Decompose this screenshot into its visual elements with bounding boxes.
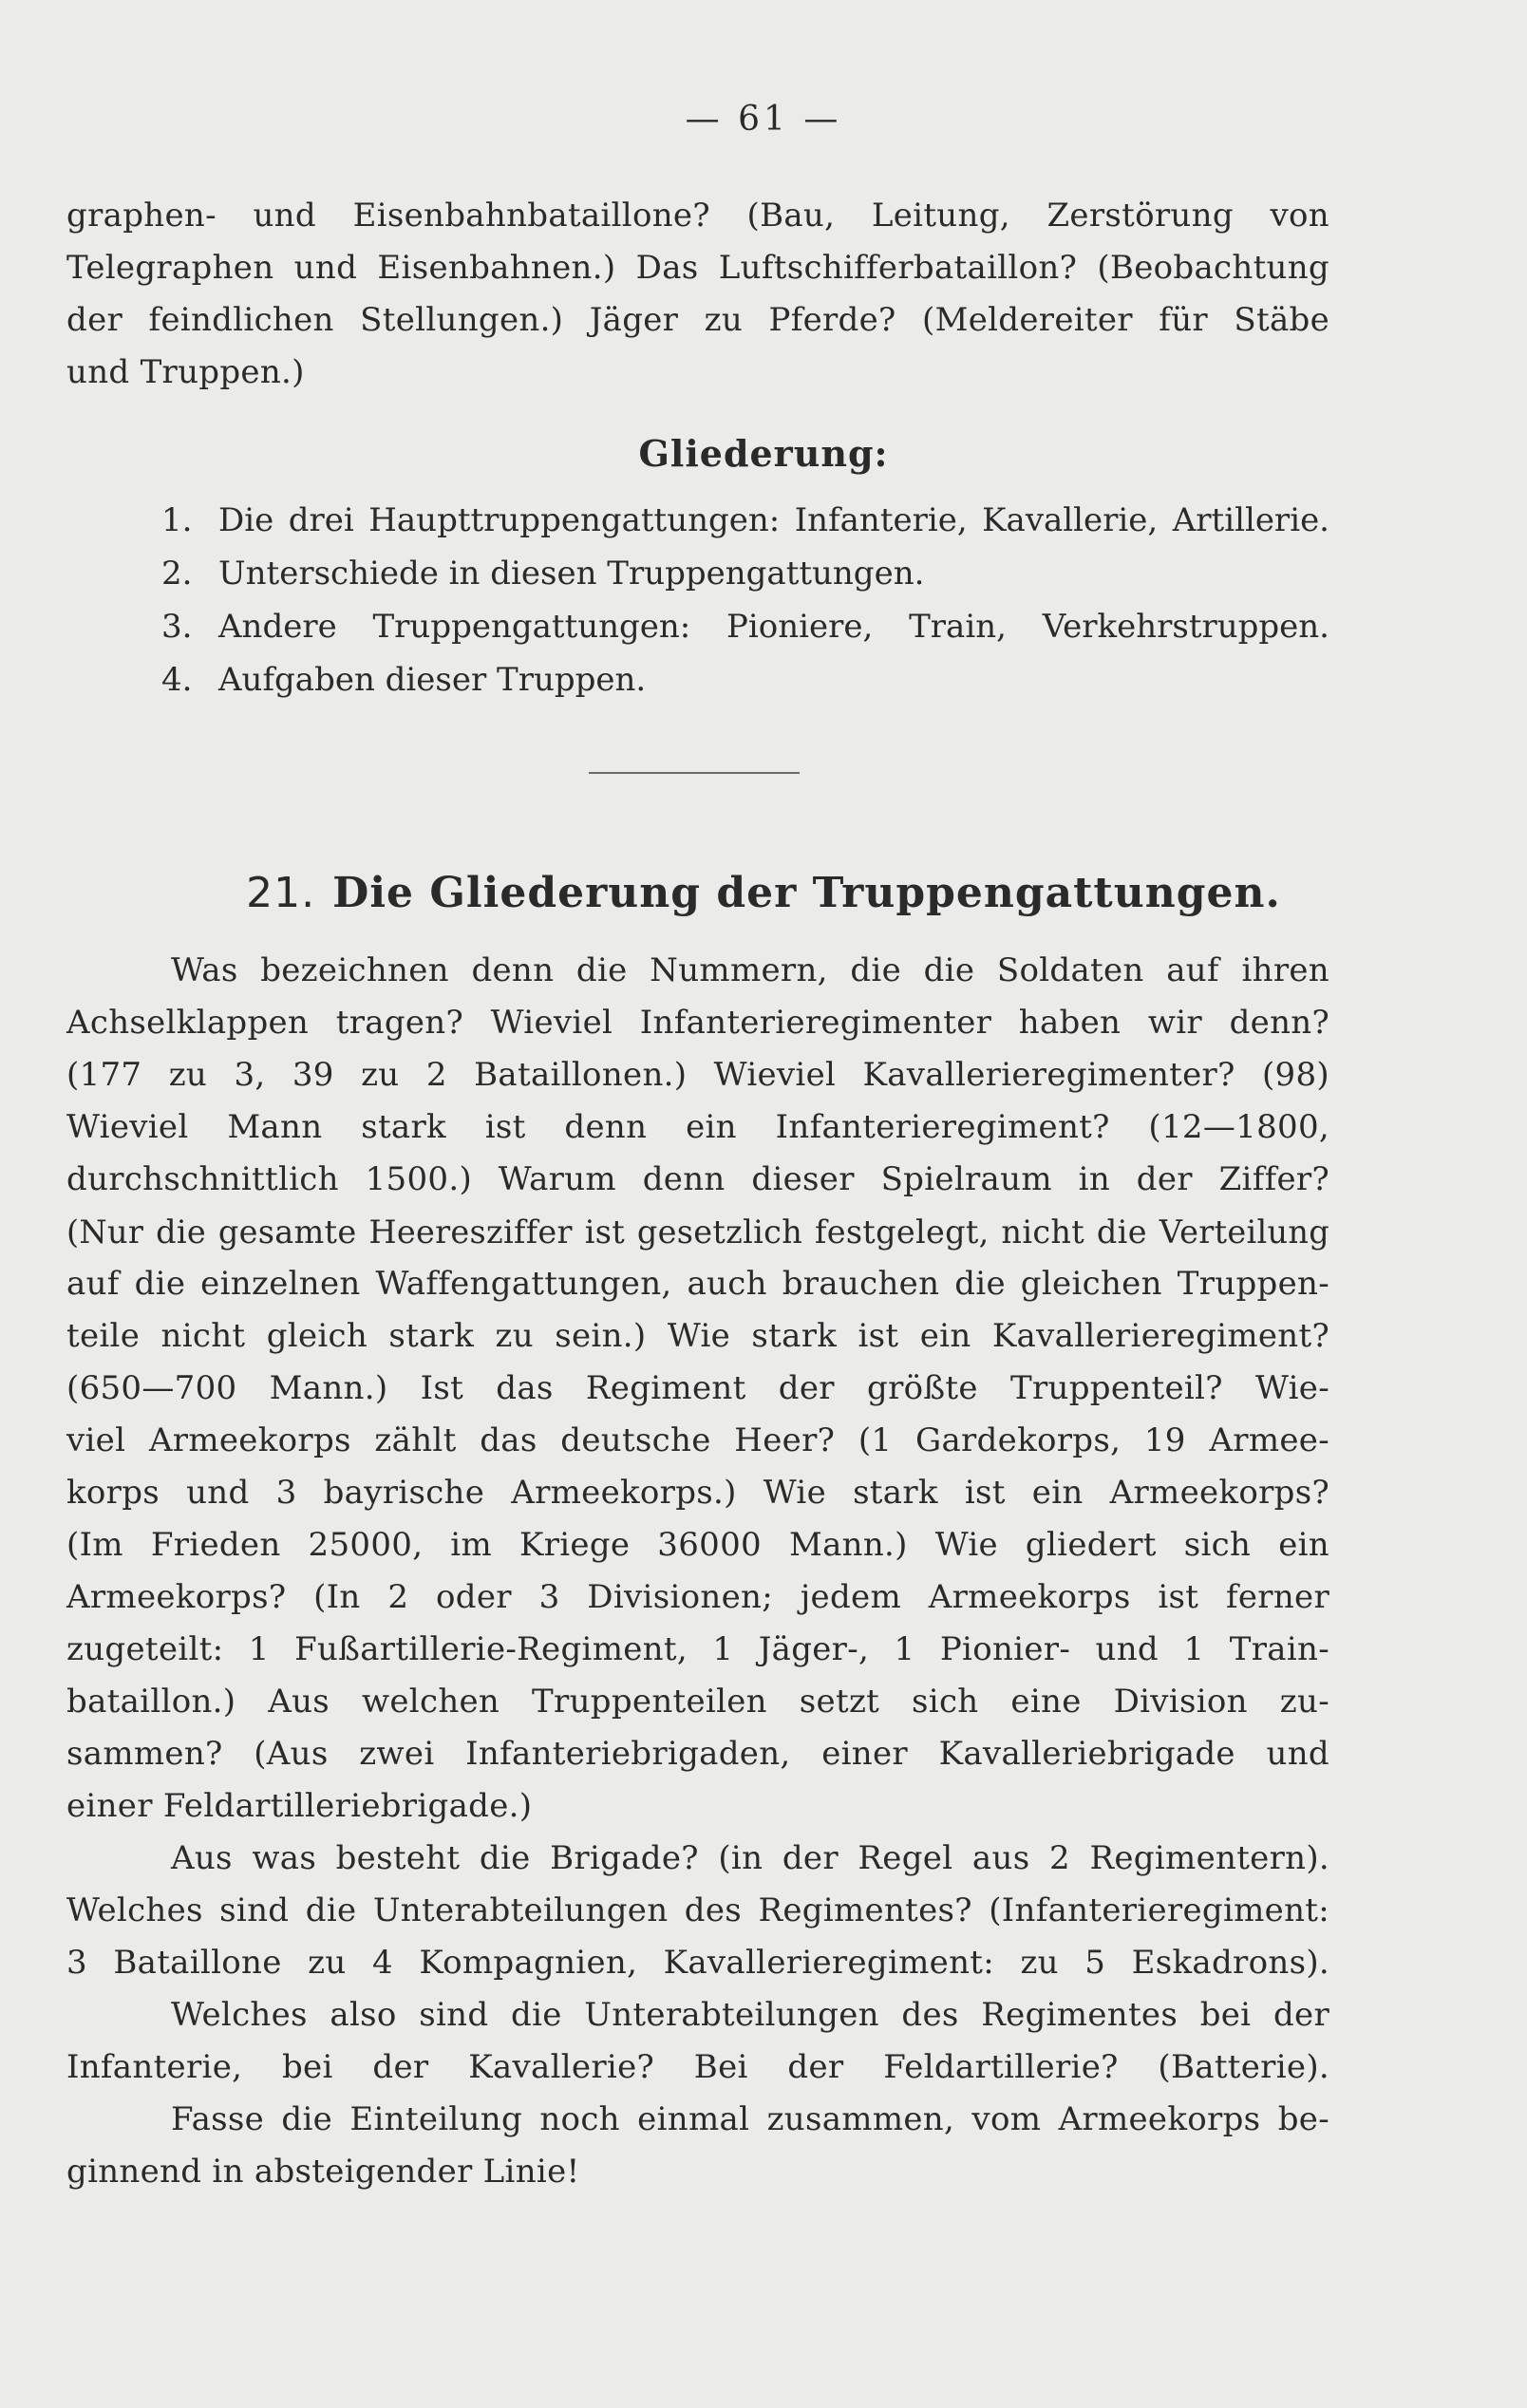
intro-line: Telegraphen und Eisenbahnen.) Das Luftschifferbataillon? (Beobachtung — [66, 249, 1329, 287]
body-line: (Nur die gesamte Heeresziffer ist gesetzlich festgelegt, nicht die Verteilung — [66, 1213, 1329, 1251]
body-line: (177 zu 3, 39 zu 2 Bataillonen.) Wieviel Kavallerieregimenter? (98) — [66, 1056, 1329, 1094]
body-line: Fasse die Einteilung noch einmal zusammen, vom Armeekorps be- — [171, 2100, 1329, 2138]
body-line: Wieviel Mann stark ist denn ein Infanterieregiment? (12—1800, — [66, 1108, 1329, 1146]
outline-heading: Gliederung: — [638, 432, 889, 475]
section-title: Die Gliederung der Truppengattungen. — [332, 869, 1281, 917]
body-line: ginnend in absteigender Linie! — [66, 2153, 580, 2191]
outline-list — [161, 494, 1329, 706]
body-line: durchschnittlich 1500.) Warum denn dieser Spielraum in der Ziffer? — [66, 1160, 1329, 1198]
section-number: 21. — [246, 869, 316, 917]
body-line: teile nicht gleich stark zu sein.) Wie stark ist ein Kavallerieregiment? — [66, 1317, 1329, 1355]
body-line: Welches sind die Unterabteilungen des Regimentes? (Infanterieregiment: — [66, 1891, 1329, 1929]
intro-line: der feindlichen Stellungen.) Jäger zu Pferde? (Meldereiter für Stäbe — [66, 301, 1329, 339]
body-line: zugeteilt: 1 Fußartillerie-Regiment, 1 Jäger-, 1 Pionier- und 1 Train- — [66, 1630, 1329, 1668]
outline-item — [161, 494, 1329, 547]
outline-item — [161, 600, 1329, 653]
section-divider — [589, 772, 800, 774]
outline-item — [161, 653, 1329, 706]
intro-line: und Truppen.) — [66, 353, 305, 391]
body-line: viel Armeekorps zählt das deutsche Heer? (1 Gardekorps, 19 Armee- — [66, 1421, 1329, 1459]
outline-item-number: 1. — [161, 501, 193, 539]
body-line: auf die einzelnen Waffengattungen, auch brauchen die gleichen Truppen- — [66, 1265, 1329, 1303]
page-number: — 61 — — [685, 100, 842, 139]
outline-item-number: 3. — [161, 608, 193, 646]
body-line: Achselklappen tragen? Wieviel Infanterieregimenter haben wir denn? — [66, 1004, 1329, 1042]
section-heading — [0, 869, 1527, 917]
body-line: 3 Bataillone zu 4 Kompagnien, Kavallerieregiment: zu 5 Eskadrons). — [66, 1944, 1329, 1982]
outline-item — [161, 547, 1329, 600]
body-line: Aus was besteht die Brigade? (in der Regel aus 2 Regimentern). — [171, 1839, 1329, 1877]
outline-item-text: Andere Truppengattungen: Pioniere, Train, Verkehrstruppen. — [218, 608, 1329, 646]
body-line: korps und 3 bayrische Armeekorps.) Wie stark ist ein Armeekorps? — [66, 1474, 1329, 1512]
outline-item-text: Aufgaben dieser Truppen. — [218, 661, 647, 699]
body-line: Welches also sind die Unterabteilungen des Regimentes bei der — [171, 1996, 1329, 2034]
outline-item-text: Unterschiede in diesen Truppengattungen. — [218, 555, 925, 593]
outline-item-text: Die drei Haupttruppengattungen: Infanterie, Kavallerie, Artillerie. — [218, 501, 1329, 539]
body-line: Infanterie, bei der Kavallerie? Bei der Feldartillerie? (Batterie). — [66, 2048, 1329, 2086]
body-line: sammen? (Aus zwei Infanteriebrigaden, einer Kavalleriebrigade und — [66, 1735, 1329, 1773]
section-body — [66, 945, 1329, 2198]
body-line: Armeekorps? (In 2 oder 3 Divisionen; jedem Armeekorps ist ferner — [66, 1578, 1329, 1616]
body-line: Was bezeichnen denn die Nummern, die die Soldaten auf ihren — [171, 951, 1329, 989]
outline-item-number: 4. — [161, 661, 193, 699]
body-line: (Im Frieden 25000, im Kriege 36000 Mann.) Wie gliedert sich ein — [66, 1526, 1329, 1564]
intro-paragraph — [66, 190, 1329, 399]
outline-item-number: 2. — [161, 555, 193, 593]
body-line: bataillon.) Aus welchen Truppenteilen setzt sich eine Division zu- — [66, 1683, 1329, 1721]
body-line: (650—700 Mann.) Ist das Regiment der größte Truppenteil? Wie- — [66, 1369, 1329, 1407]
body-line: einer Feldartilleriebrigade.) — [66, 1787, 533, 1825]
intro-line: graphen- und Eisenbahnbataillone? (Bau, Leitung, Zerstörung von — [66, 197, 1329, 235]
